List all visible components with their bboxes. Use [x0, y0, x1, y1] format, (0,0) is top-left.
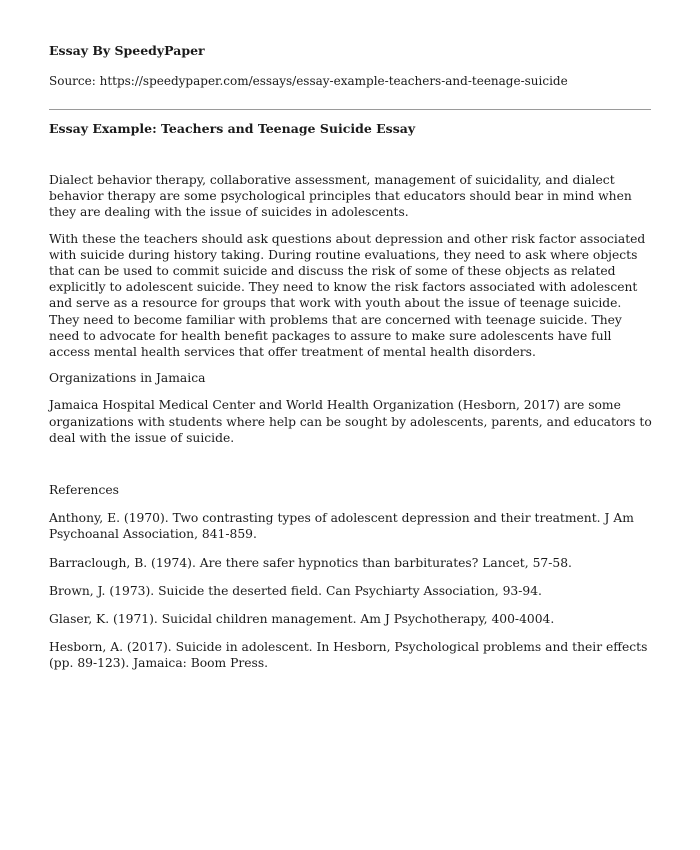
paragraph: With these the teachers should ask questions about depression and other risk factor associated with suicide during history taking. During routine evaluations, they need to ask where objects that can be used to commit suicide and discuss the risk of some of these objects as related explicitly to adolescent suicide. They need to know the risk factors associated with adolescent and serve as a resource for groups that work with youth about the issue of teenage suicide. They need to become familiar with problems that are concerned with teenage suicide. They need to advocate for health benefit packages to assure to make sure adolescents have full access mental health services that offer treatment of mental health disorders. [49, 231, 646, 360]
section-heading-organizations: Organizations in Jamaica [49, 371, 206, 386]
header-divider [49, 109, 651, 110]
reference-item: Hesborn, A. (2017). Suicide in adolescent. In Hesborn, Psychological problems and their effects (pp. 89-123). Jamaica: Boom Press. [49, 640, 648, 671]
reference-item: Brown, J. (1973). Suicide the deserted field. Can Psychiarty Association, 93-94. [49, 583, 542, 598]
reference-item: Glaser, K. (1971). Suicidal children management. Am J Psychotherapy, 400-4004. [49, 612, 555, 627]
references-heading: References [49, 483, 119, 498]
reference-item: Barraclough, B. (1974). Are there safer hypnotics than barbiturates? Lancet, 57-58. [49, 555, 572, 570]
reference-item: Anthony, E. (1970). Two contrasting types of adolescent depression and their treatment. J Am Psychoanal Association, 841-859. [49, 511, 634, 542]
source-line: Source: https://speedypaper.com/essays/essay-example-teachers-and-teenage-suicide [49, 74, 568, 88]
document-header [49, 42, 653, 90]
paragraph: Dialect behavior therapy, collaborative assessment, management of suicidality, and dialect behavior therapy are some psychological principles that educators should bear in mind when they are dealing with the issue of suicides in adolescents. [49, 173, 632, 220]
publisher-title: Essay By SpeedyPaper [49, 43, 205, 58]
essay-body [49, 172, 653, 684]
paragraph: Jamaica Hospital Medical Center and World Health Organization (Hesborn, 2017) are some organizations with students where help can be sought by adolescents, parents, and educators to deal with the issue of suicide. [49, 398, 652, 445]
essay-title: Essay Example: Teachers and Teenage Suicide Essay [49, 121, 416, 136]
